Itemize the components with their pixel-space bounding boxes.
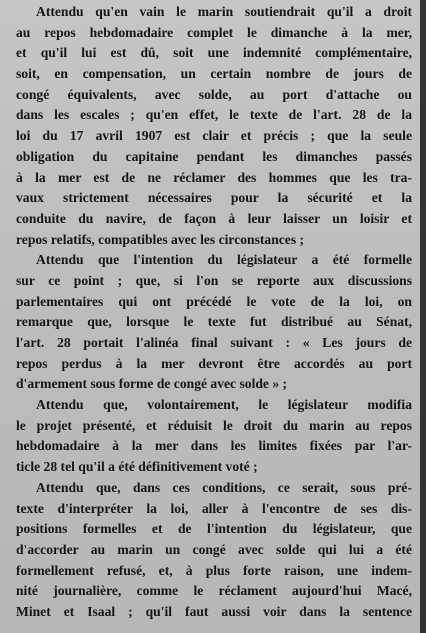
article-line: au repos hebdomadaire complet le dimanche à la mer, (16, 24, 412, 40)
article-line: à la mer est de ne réclamer des hommes que les tra- (16, 169, 412, 185)
article-line: formellement refusé, et, à plus forte raison, une indem- (16, 562, 412, 578)
article-line: Minet et Isaal ; qu'il faut aussi voir dans la sentence (16, 603, 412, 619)
article-line: Attendu que, volontairement, le législateur modifia (36, 397, 412, 413)
article-line: vaux strictement nécessaires pour la sécurité et la (16, 190, 412, 206)
article-line: remarque que, lorsque le texte fut distribué au Sénat, (16, 314, 412, 330)
article-line: repos perdus à la mer devront être accordés au port (16, 355, 412, 371)
article-line: l'art. 28 portait l'alinéa final suivant : « Les jours de (16, 335, 412, 350)
article-text (16, 2, 412, 623)
article-line: nité journalière, comme le réclament aujourd'hui Macé, (16, 583, 412, 599)
article-line: d'accorder au marin un congé avec solde qui lui a été (16, 541, 412, 557)
article-line: loi du 17 avril 1907 est clair et précis ; que la seule (16, 128, 412, 144)
article-line: le projet présenté, et réduisit le droit du marin au repos (16, 417, 412, 433)
article-line: repos relatifs, compatibles avec les circonstances ; (16, 231, 305, 247)
article-line: hebdomadaire à la mer dans les limites fixées par l'ar- (16, 438, 412, 454)
article-line: parlementaires qui ont précédé le vote de la loi, on (16, 293, 412, 309)
article-line: congé équivalents, avec solde, au port d'attache ou (16, 86, 412, 102)
article-line: dans les escales ; qu'en effet, le texte de l'art. 28 de la (16, 107, 412, 123)
article-line: d'armement sous forme de congé avec solde » ; (16, 376, 288, 392)
article-line: Attendu que, dans ces conditions, ce serait, sous pré- (36, 479, 412, 495)
article-line: obligation du capitaine pendant les dimanches passés (16, 148, 412, 164)
article-line: ticle 28 tel qu'il a été définitivement voté ; (16, 459, 258, 475)
article-line: Attendu qu'en vain le marin soutiendrait qu'il a droit (36, 4, 412, 19)
article-line: conduite du navire, de façon à leur laisser un loisir et (16, 210, 412, 226)
article-line: et qu'il lui est dû, soit une indemnité complémentaire, (16, 45, 412, 61)
article-line: texte d'interpréter la loi, aller à l'encontre de ses dis- (16, 500, 412, 516)
article-line: positions formelles et de l'intention du législateur, que (16, 521, 412, 537)
article-line: soit, en compensation, un certain nombre de jours de (16, 66, 412, 82)
article-line: Attendu que l'intention du législateur a été formelle (36, 252, 412, 268)
article-line: sur ce point ; que, si l'on se reporte aux discussions (16, 272, 412, 288)
